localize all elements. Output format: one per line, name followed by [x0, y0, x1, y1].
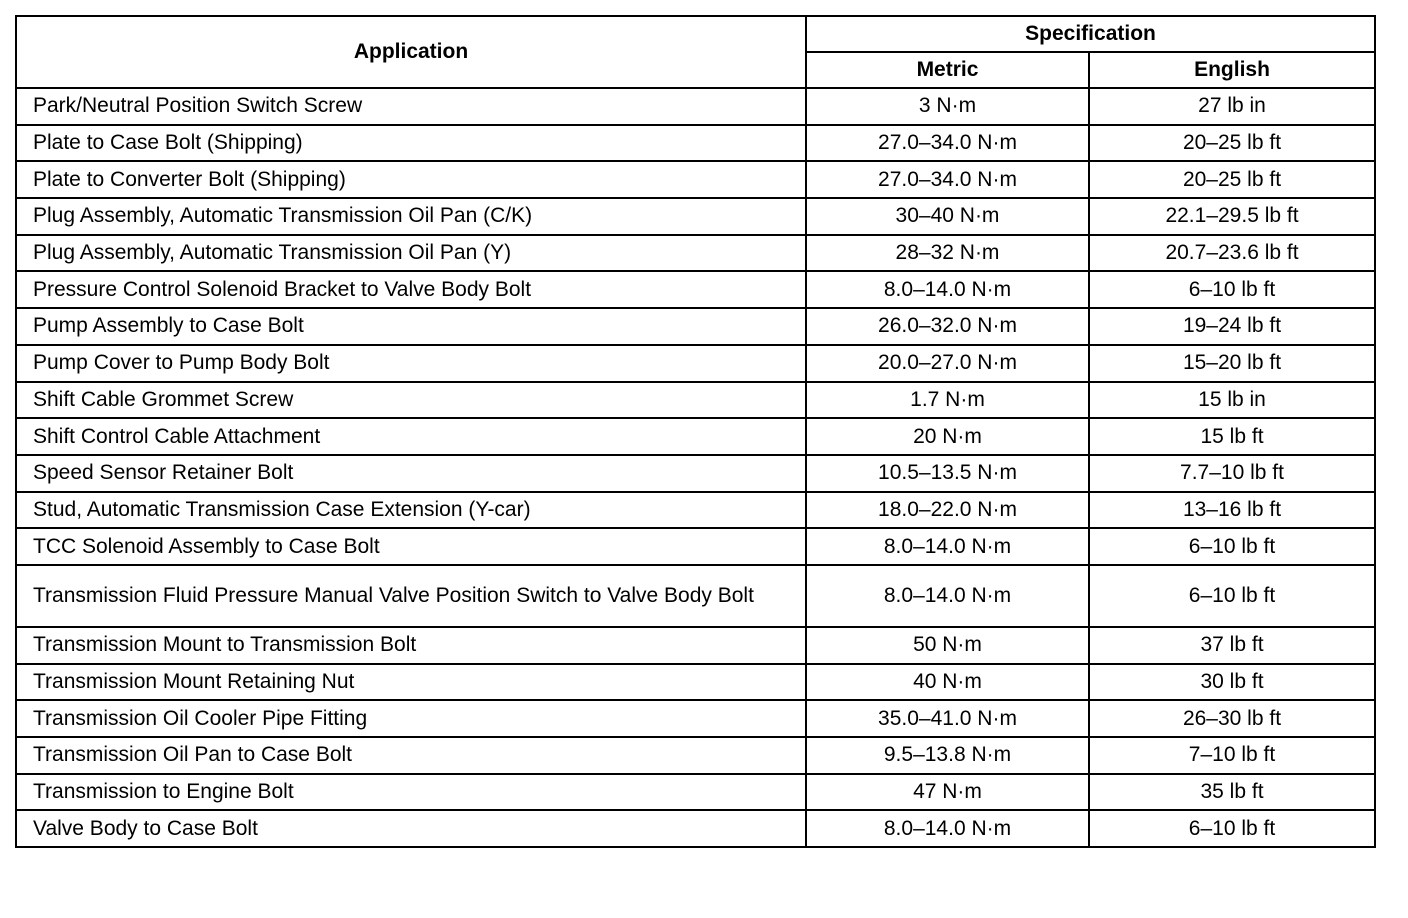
- table-row: [16, 627, 1375, 664]
- cell-application: Park/Neutral Position Switch Screw: [16, 88, 806, 125]
- table-body: [16, 88, 1375, 847]
- cell-application: Transmission Mount Retaining Nut: [16, 664, 806, 701]
- cell-english: 22.1–29.5 lb ft: [1089, 198, 1375, 235]
- cell-application: Transmission Fluid Pressure Manual Valve Position Switch to Valve Body Bolt: [16, 565, 806, 627]
- cell-application: Shift Cable Grommet Screw: [16, 382, 806, 419]
- table-row: [16, 345, 1375, 382]
- cell-application: Plate to Case Bolt (Shipping): [16, 125, 806, 162]
- cell-application: Transmission to Engine Bolt: [16, 774, 806, 811]
- table-row: [16, 664, 1375, 701]
- cell-metric: 8.0–14.0 N·m: [806, 271, 1089, 308]
- torque-spec-table: [15, 15, 1376, 848]
- table-row: [16, 810, 1375, 847]
- table-row: [16, 271, 1375, 308]
- header-metric: Metric: [806, 52, 1089, 88]
- table-row: [16, 198, 1375, 235]
- table-row: [16, 308, 1375, 345]
- table-row: [16, 418, 1375, 455]
- cell-metric: 47 N·m: [806, 774, 1089, 811]
- header-specification: Specification: [806, 16, 1375, 52]
- table-row: [16, 700, 1375, 737]
- cell-metric: 27.0–34.0 N·m: [806, 161, 1089, 198]
- cell-metric: 8.0–14.0 N·m: [806, 810, 1089, 847]
- cell-english: 19–24 lb ft: [1089, 308, 1375, 345]
- cell-metric: 3 N·m: [806, 88, 1089, 125]
- cell-metric: 27.0–34.0 N·m: [806, 125, 1089, 162]
- cell-english: 7–10 lb ft: [1089, 737, 1375, 774]
- header-english: English: [1089, 52, 1375, 88]
- cell-metric: 26.0–32.0 N·m: [806, 308, 1089, 345]
- table-row: [16, 235, 1375, 272]
- cell-english: 37 lb ft: [1089, 627, 1375, 664]
- cell-application: Pump Cover to Pump Body Bolt: [16, 345, 806, 382]
- cell-metric: 1.7 N·m: [806, 382, 1089, 419]
- cell-english: 20–25 lb ft: [1089, 161, 1375, 198]
- table-row: [16, 528, 1375, 565]
- cell-english: 26–30 lb ft: [1089, 700, 1375, 737]
- cell-metric: 40 N·m: [806, 664, 1089, 701]
- cell-english: 6–10 lb ft: [1089, 271, 1375, 308]
- cell-application: Shift Control Cable Attachment: [16, 418, 806, 455]
- cell-english: 7.7–10 lb ft: [1089, 455, 1375, 492]
- table-row: [16, 382, 1375, 419]
- cell-application: Transmission Oil Pan to Case Bolt: [16, 737, 806, 774]
- cell-application: Pressure Control Solenoid Bracket to Valve Body Bolt: [16, 271, 806, 308]
- table-row: [16, 161, 1375, 198]
- cell-english: 20.7–23.6 lb ft: [1089, 235, 1375, 272]
- cell-metric: 35.0–41.0 N·m: [806, 700, 1089, 737]
- table-row: [16, 125, 1375, 162]
- header-row-top: [16, 16, 1375, 52]
- cell-english: 6–10 lb ft: [1089, 565, 1375, 627]
- cell-english: 30 lb ft: [1089, 664, 1375, 701]
- cell-english: 20–25 lb ft: [1089, 125, 1375, 162]
- cell-metric: 8.0–14.0 N·m: [806, 565, 1089, 627]
- table-header: [16, 16, 1375, 88]
- cell-application: Plug Assembly, Automatic Transmission Oil Pan (Y): [16, 235, 806, 272]
- cell-metric: 28–32 N·m: [806, 235, 1089, 272]
- cell-metric: 20.0–27.0 N·m: [806, 345, 1089, 382]
- cell-metric: 9.5–13.8 N·m: [806, 737, 1089, 774]
- table-row: [16, 455, 1375, 492]
- cell-application: Pump Assembly to Case Bolt: [16, 308, 806, 345]
- cell-metric: 10.5–13.5 N·m: [806, 455, 1089, 492]
- cell-application: Speed Sensor Retainer Bolt: [16, 455, 806, 492]
- cell-application: Plate to Converter Bolt (Shipping): [16, 161, 806, 198]
- cell-english: 15 lb ft: [1089, 418, 1375, 455]
- table-row: [16, 565, 1375, 627]
- cell-english: 35 lb ft: [1089, 774, 1375, 811]
- cell-metric: 8.0–14.0 N·m: [806, 528, 1089, 565]
- cell-application: Stud, Automatic Transmission Case Extension (Y-car): [16, 492, 806, 529]
- table-row: [16, 492, 1375, 529]
- cell-metric: 18.0–22.0 N·m: [806, 492, 1089, 529]
- cell-application: Transmission Oil Cooler Pipe Fitting: [16, 700, 806, 737]
- cell-english: 15–20 lb ft: [1089, 345, 1375, 382]
- cell-english: 6–10 lb ft: [1089, 528, 1375, 565]
- cell-metric: 50 N·m: [806, 627, 1089, 664]
- cell-english: 13–16 lb ft: [1089, 492, 1375, 529]
- cell-english: 27 lb in: [1089, 88, 1375, 125]
- cell-english: 6–10 lb ft: [1089, 810, 1375, 847]
- header-application: Application: [16, 16, 806, 88]
- cell-application: TCC Solenoid Assembly to Case Bolt: [16, 528, 806, 565]
- table-row: [16, 774, 1375, 811]
- table-row: [16, 737, 1375, 774]
- cell-metric: 20 N·m: [806, 418, 1089, 455]
- cell-english: 15 lb in: [1089, 382, 1375, 419]
- table-row: [16, 88, 1375, 125]
- cell-application: Valve Body to Case Bolt: [16, 810, 806, 847]
- cell-application: Plug Assembly, Automatic Transmission Oil Pan (C/K): [16, 198, 806, 235]
- cell-application: Transmission Mount to Transmission Bolt: [16, 627, 806, 664]
- cell-metric: 30–40 N·m: [806, 198, 1089, 235]
